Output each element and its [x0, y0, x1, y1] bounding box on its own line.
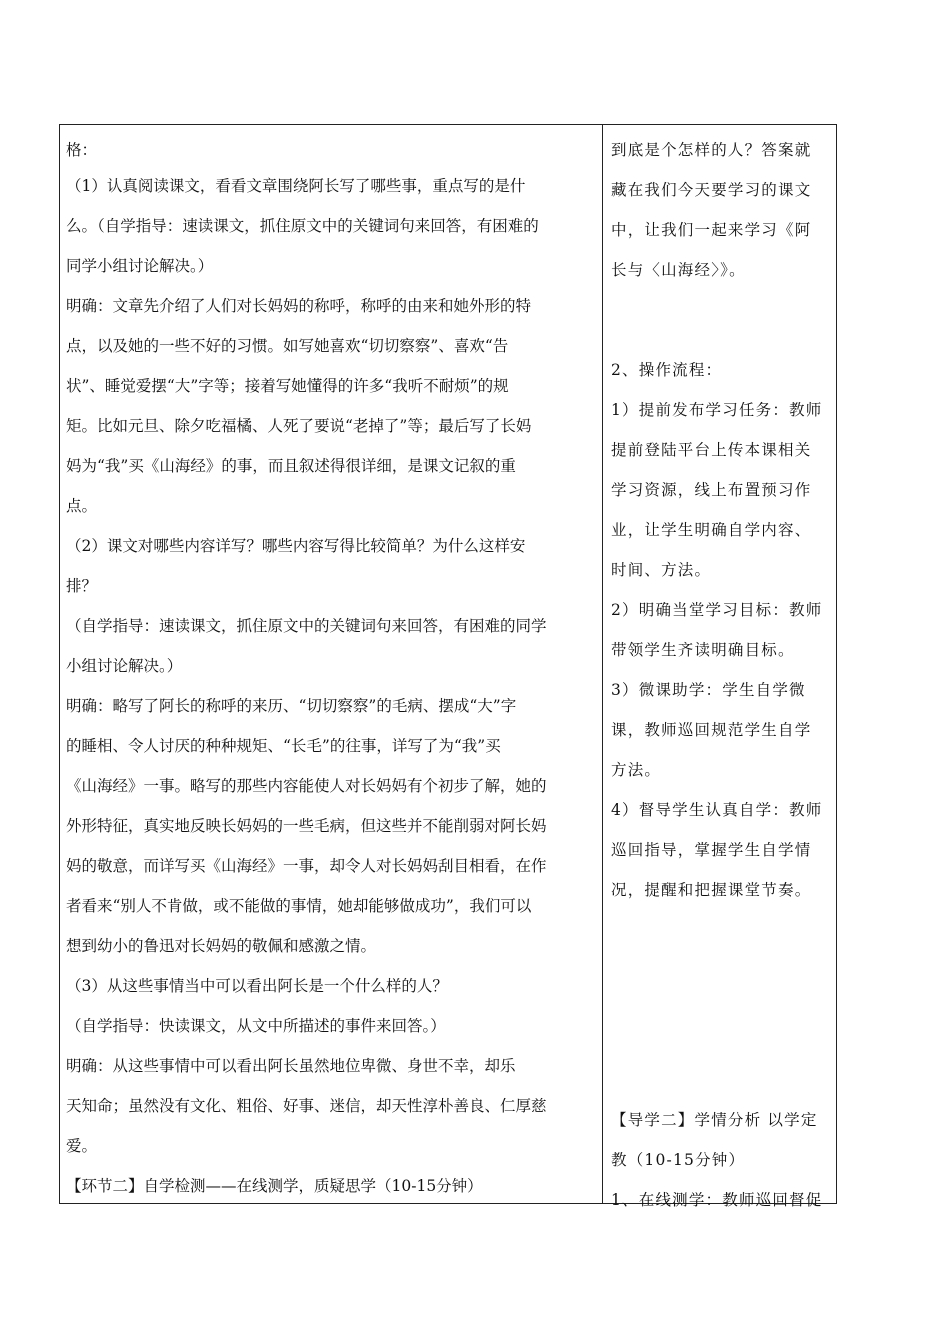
content-line: （自学指导：速读课文，抓住原文中的关键词句来回答，有困难的同学	[66, 617, 547, 635]
method-line: 3）微课助学：学生自学微	[611, 681, 806, 699]
content-line: 爱。	[66, 1137, 98, 1155]
method-line: 方法。	[611, 761, 662, 779]
method-line: 带领学生齐读明确目标。	[611, 641, 795, 659]
content-line: （3）从这些事情当中可以看出阿长是一个什么样的人？	[66, 977, 448, 995]
content-line: 天知命；虽然没有文化、粗俗、好事、迷信，却天性淳朴善良、仁厚慈	[66, 1097, 547, 1115]
content-line: 排？	[66, 577, 98, 595]
content-line: 点。	[66, 497, 98, 515]
content-line: 明确：文章先介绍了人们对长妈妈的称呼，称呼的由来和她外形的特	[66, 297, 532, 315]
content-line: （2）课文对哪些内容详写？哪些内容写得比较简单？为什么这样安	[66, 537, 526, 555]
method-line: 提前登陆平台上传本课相关	[611, 441, 812, 459]
method-line: 况，提醒和把握课堂节奏。	[611, 881, 812, 899]
method-line: 业，让学生明确自学内容、	[611, 521, 812, 539]
content-line: 点，以及她的一些不好的习惯。如写她喜欢“切切察察”、喜欢“告	[66, 337, 509, 355]
method-line: 长与〈山海经〉》。	[611, 261, 746, 279]
content-line: 么。（自学指导：速读课文，抓住原文中的关键词句来回答，有困难的	[66, 217, 539, 235]
content-line: 想到幼小的鲁迅对长妈妈的敬佩和感激之情。	[66, 937, 377, 955]
method-line: 2、操作流程：	[611, 361, 723, 379]
method-line: 藏在我们今天要学习的课文	[611, 181, 812, 199]
content-line: 矩。比如元旦、除夕吃福橘、人死了要说“老掉了”等；最后写了长妈	[66, 417, 532, 435]
method-line: 时间、方法。	[611, 561, 712, 579]
content-line: 者看来“别人不肯做，或不能做的事情，她却能够做成功”，我们可以	[66, 897, 532, 915]
method-line: 到底是个怎样的人？答案就	[611, 141, 812, 159]
content-line: 明确：从这些事情中可以看出阿长虽然地位卑微、身世不幸，却乐	[66, 1057, 516, 1075]
content-line: 【环节二】自学检测——在线测学，质疑思学（10-15分钟）	[66, 1177, 483, 1195]
content-line: 同学小组讨论解决。）	[66, 257, 214, 275]
method-line: 巡回指导，掌握学生自学情	[611, 841, 812, 859]
content-line: 明确：略写了阿长的称呼的来历、“切切察察”的毛病、摆成“大”字	[66, 697, 517, 715]
content-line: （1）认真阅读课文，看看文章围绕阿长写了哪些事，重点写的是什	[66, 177, 526, 195]
method-line: 教（10-15分钟）	[611, 1151, 746, 1169]
content-line: 《山海经》一事。略写的那些内容能使人对长妈妈有个初步了解，她的	[66, 777, 547, 795]
method-line: 中，让我们一起来学习《阿	[611, 221, 812, 239]
content-line: 状”、睡觉爱摆“大”字等；接着写她懂得的许多“我听不耐烦”的规	[66, 377, 509, 395]
content-line: 外形特征，真实地反映长妈妈的一些毛病，但这些并不能削弱对阿长妈	[66, 817, 547, 835]
method-line: 1、在线测学：教师巡回督促	[611, 1191, 823, 1209]
method-line: 课，教师巡回规范学生自学	[611, 721, 812, 739]
content-line: 的睡相、令人讨厌的种种规矩、“长毛”的往事，详写了为“我”买	[66, 737, 501, 755]
content-line: 格：	[66, 141, 98, 159]
method-line: 【导学二】学情分析 以学定	[611, 1111, 818, 1129]
content-line: 妈为“我”买《山海经》的事，而且叙述得很详细，是课文记叙的重	[66, 457, 516, 475]
method-line: 学习资源，线上布置预习作	[611, 481, 812, 499]
method-line: 2）明确当堂学习目标：教师	[611, 601, 823, 619]
content-line: （自学指导：快读课文，从文中所描述的事件来回答。）	[66, 1017, 446, 1035]
content-line: 妈的敬意，而详写买《山海经》一事，却令人对长妈妈刮目相看，在作	[66, 857, 547, 875]
method-line: 1）提前发布学习任务：教师	[611, 401, 823, 419]
column-divider	[602, 124, 603, 1204]
content-line: 小组讨论解决。）	[66, 657, 183, 675]
method-line: 4）督导学生认真自学：教师	[611, 801, 823, 819]
